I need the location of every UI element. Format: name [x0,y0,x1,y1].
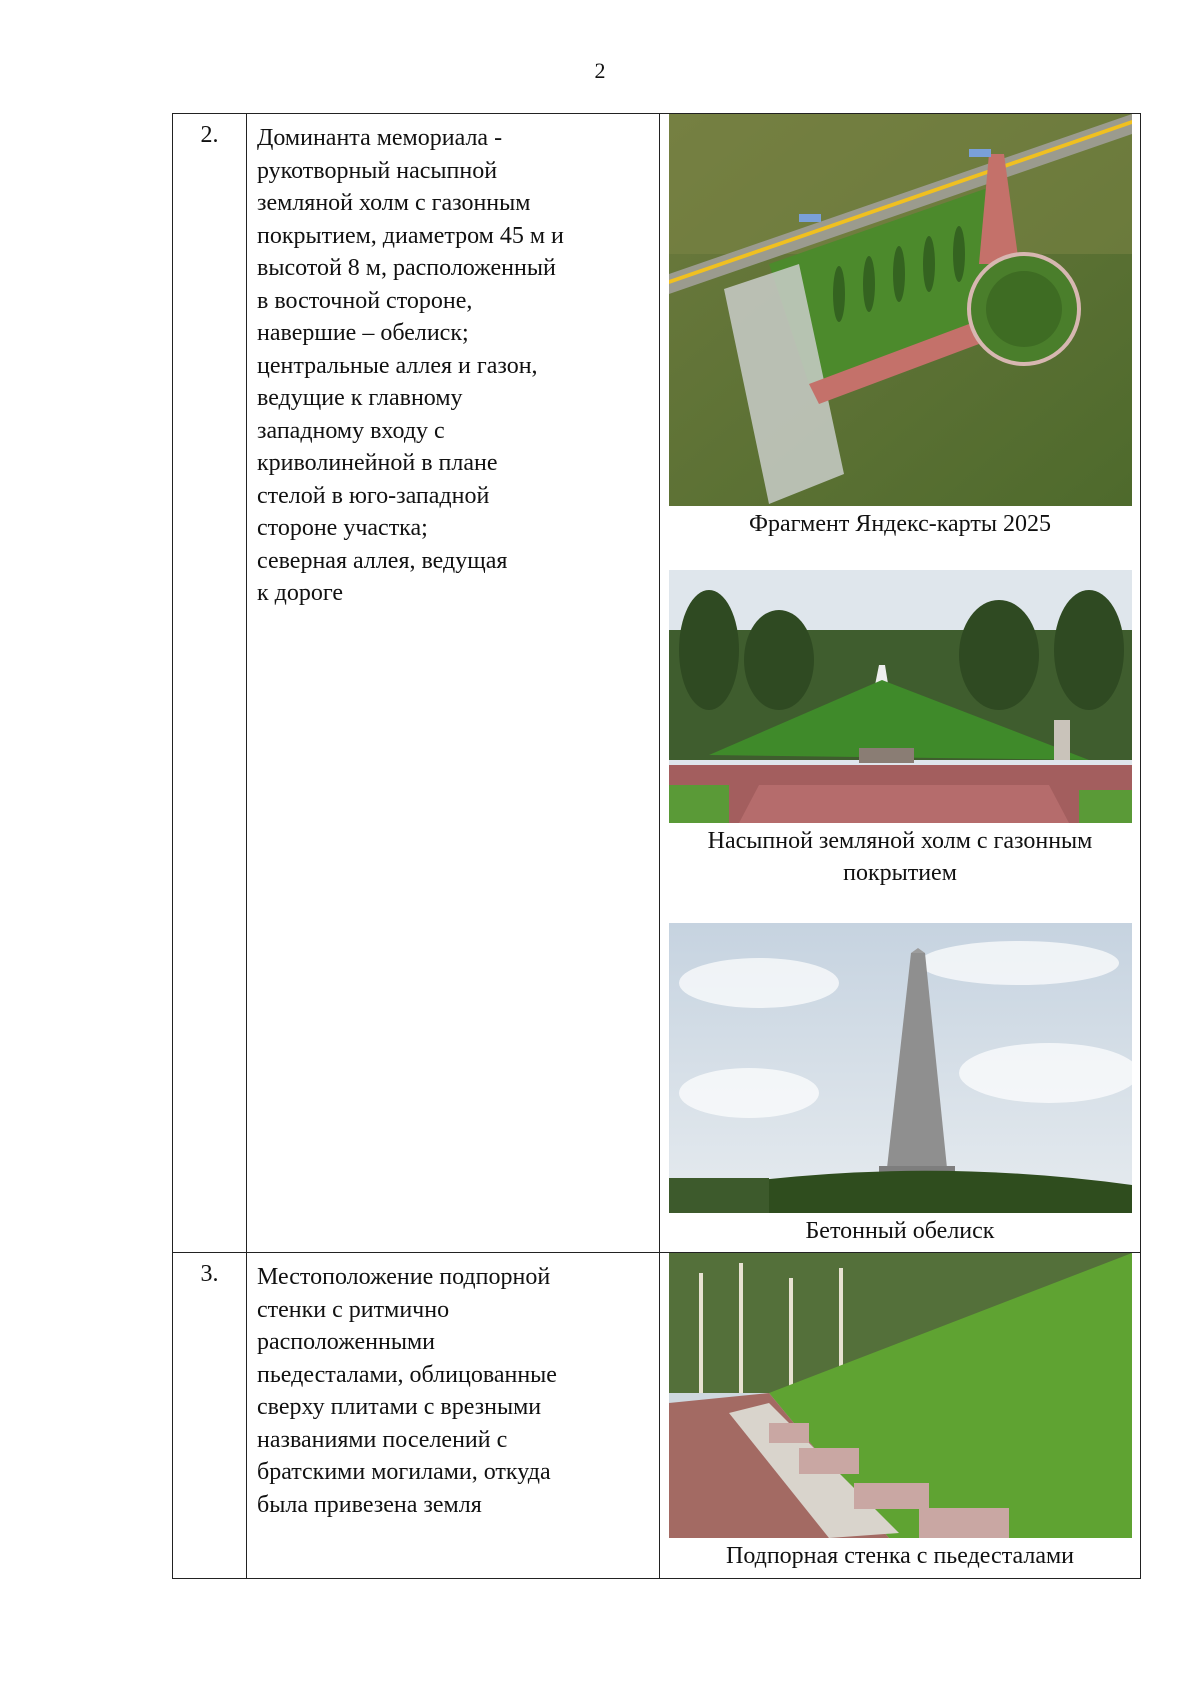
description-line: стенки с ритмично [257,1296,450,1323]
figure-caption: Бетонный обелиск [805,1218,995,1244]
figure-caption-line: Насыпной земляной холм с газонным [707,828,1093,854]
figure-caption-line: покрытием [843,860,957,886]
description-line: братскими могилами, откуда [257,1459,551,1485]
description-line: Местоположение подпорной [257,1264,551,1290]
description-line: центральные аллея и газон, [257,352,538,379]
mound-photo-image [669,570,1132,823]
figure-mound-photo [669,570,1132,889]
description-line: земляной холм с газонным [257,190,531,216]
row-photos [660,114,1141,1253]
description-line: высотой 8 м, расположенный [257,255,556,281]
row-number: 2. [173,114,247,1253]
figure-retaining-wall-photo [669,1253,1132,1572]
description-line: расположенными [257,1329,435,1355]
row-photos [660,1253,1141,1579]
description-line: была привезена земля [257,1491,482,1518]
description-line: стороне участка; [257,515,428,541]
description-line: ведущие к главному [257,385,463,411]
retaining-wall-photo-image [669,1253,1132,1538]
row-description [247,114,660,1253]
description-line: стелой в юго-западной [257,482,490,509]
description-line: к дороге [257,580,344,606]
figure-caption: Фрагмент Яндекс-карты 2025 [749,511,1051,537]
row-description [247,1253,660,1579]
page-number: 2 [594,58,606,83]
table-row [173,1253,1141,1579]
table-row [173,114,1141,1253]
description-line: северная аллея, ведущая [257,547,508,574]
description-line: криволинейной в плане [257,450,498,476]
description-line: навершие – обелиск; [257,320,469,346]
aerial-map-image [669,114,1132,506]
row-number: 3. [173,1253,247,1579]
description-line: в восточной стороне, [257,287,473,314]
monument-table [172,113,1141,1579]
description-line: западному входу с [257,417,445,444]
description-line: рукотворный насыпной [257,157,498,184]
obelisk-photo-image [669,923,1132,1213]
description-line: Доминанта мемориала - [257,125,503,151]
description-line: названиями поселений с [257,1426,508,1453]
description-line: пьедесталами, облицованные [257,1361,557,1388]
description-line: сверху плитами с врезными [257,1394,542,1420]
figure-obelisk-photo [669,923,1132,1247]
description-line: покрытием, диаметром 45 м и [257,222,564,249]
figure-caption: Подпорная стенка с пьедесталами [725,1543,1074,1569]
figure-aerial-map [669,114,1132,540]
